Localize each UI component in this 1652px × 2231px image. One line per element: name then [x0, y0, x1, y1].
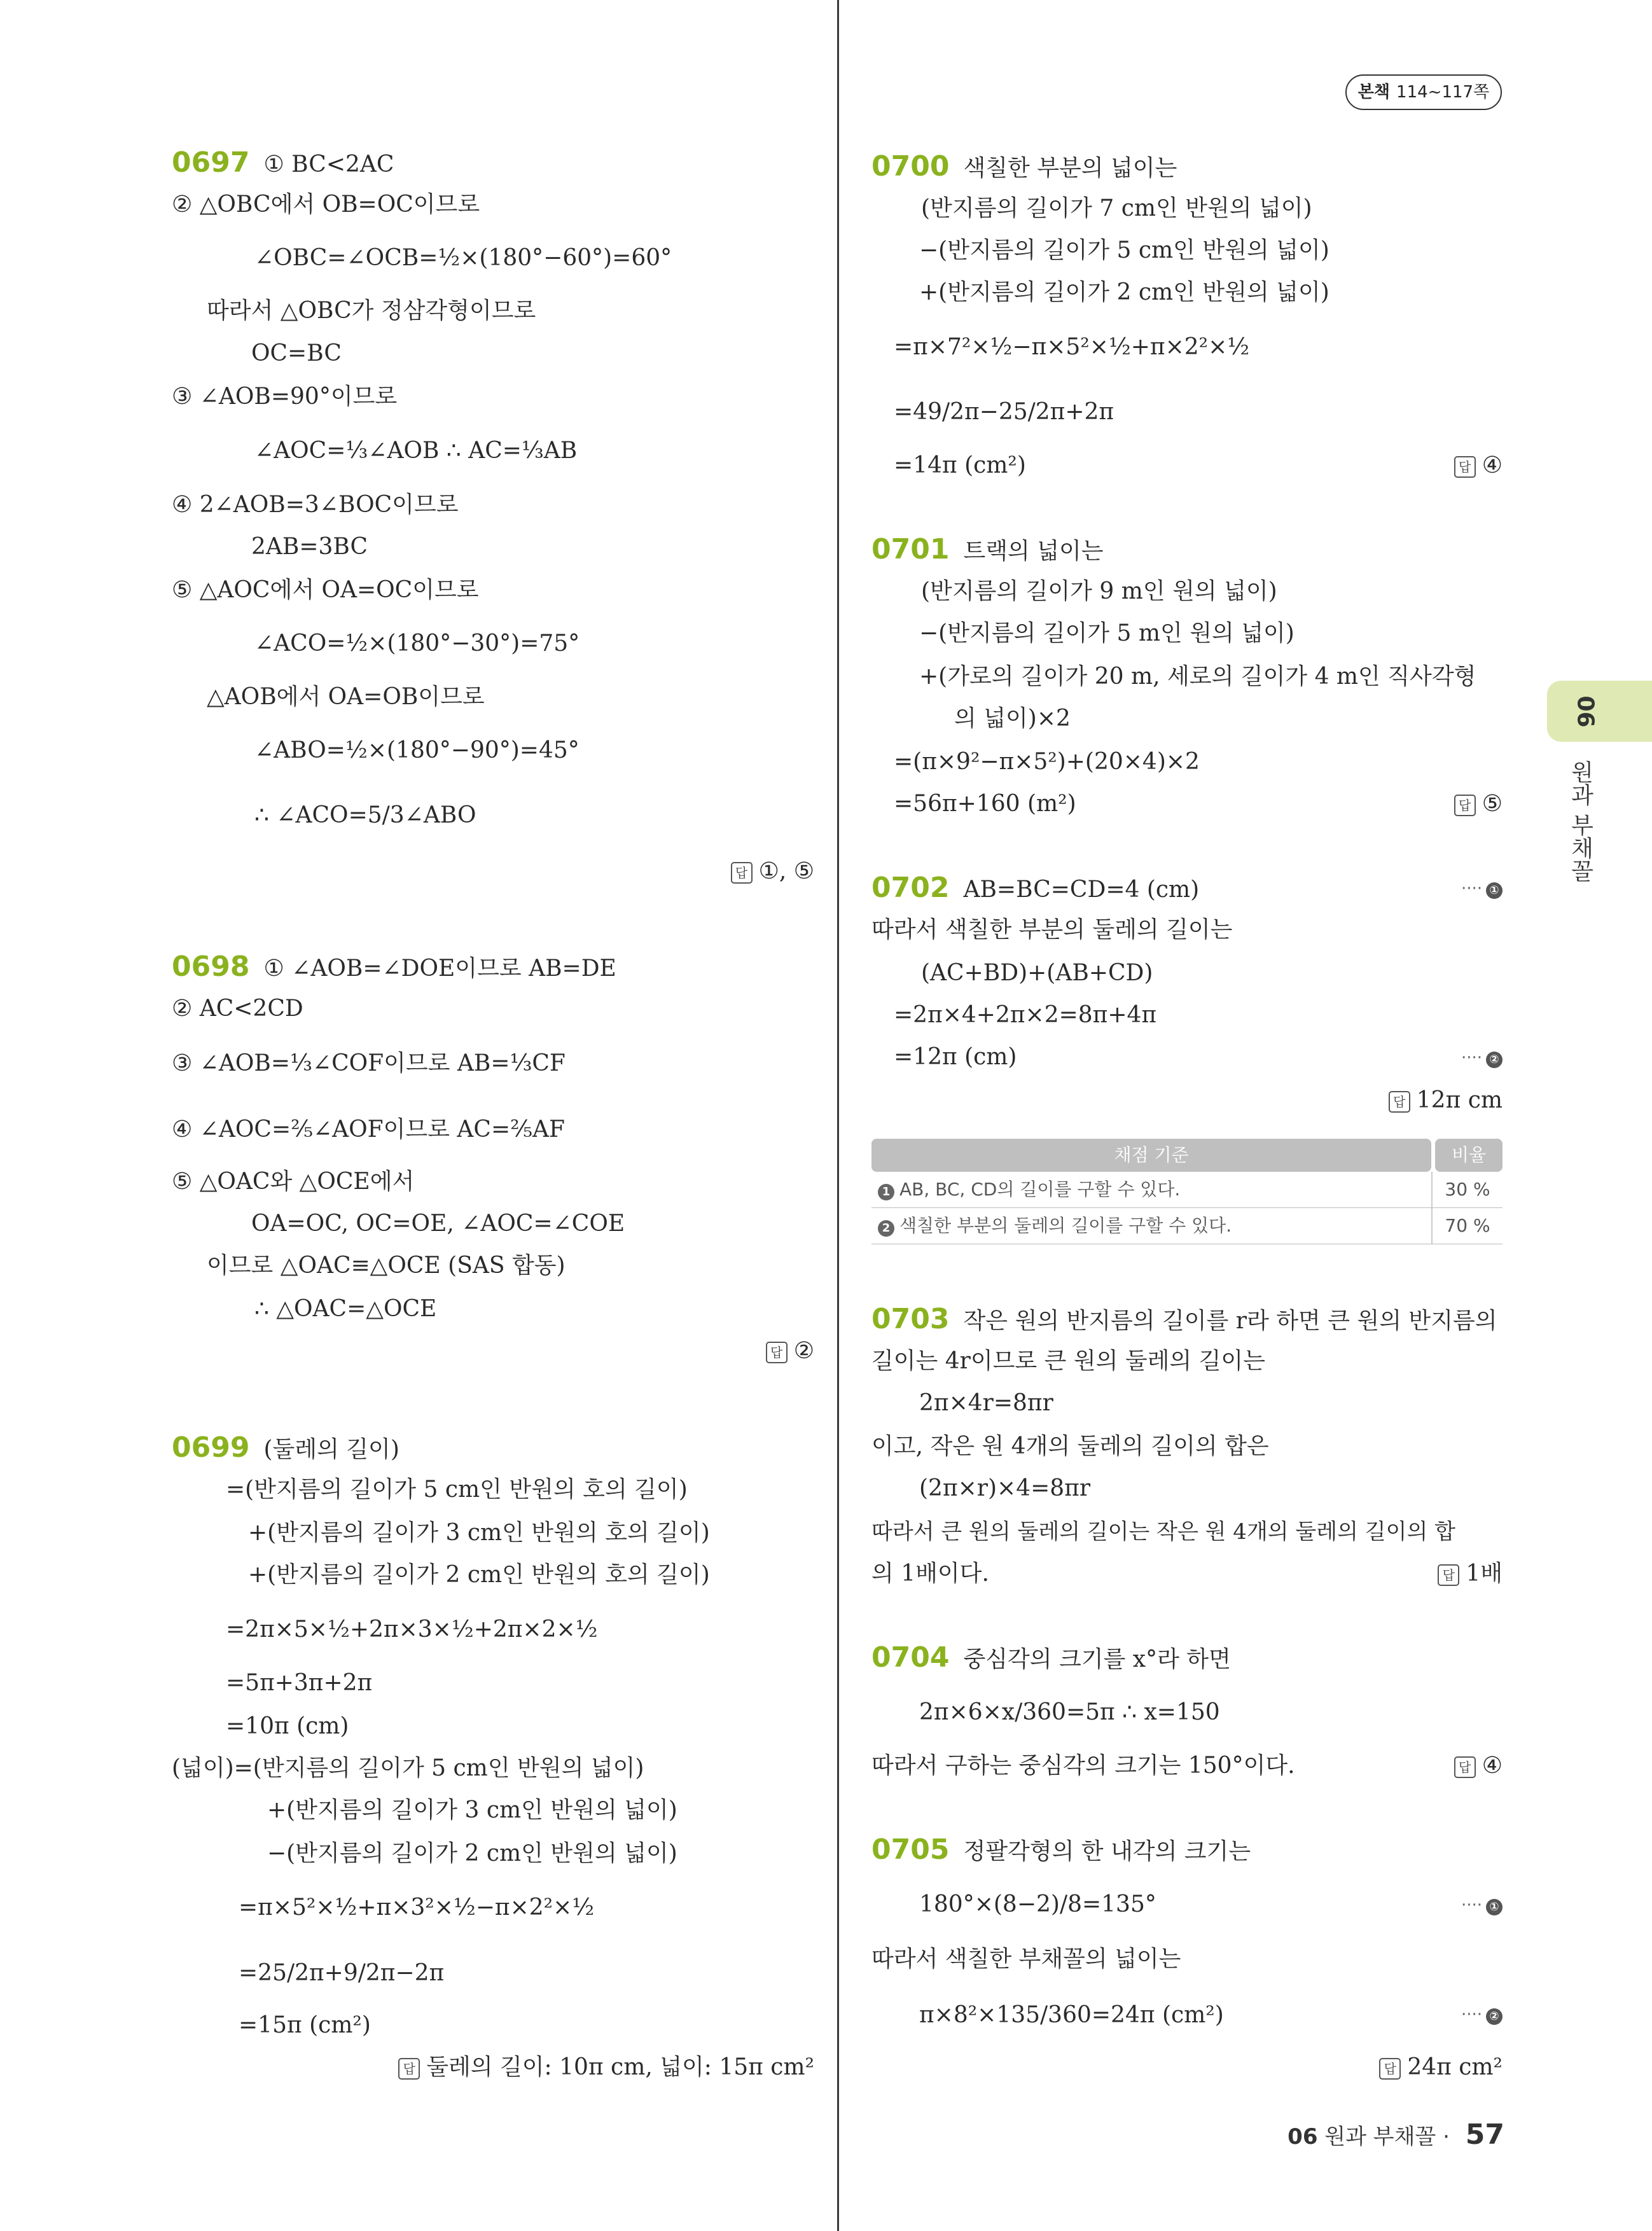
problem-0699-line-13: =15π (cm²)	[239, 2012, 371, 2038]
problem-0701-line-3: −(반지름의 길이가 5 m인 원의 넓이)	[919, 620, 1295, 646]
problem-0703-line-4: 이고, 작은 원 4개의 둘레의 길이의 합은	[871, 1433, 1269, 1459]
problem-0702-answer: 답 12π cm	[1389, 1085, 1503, 1116]
problem-0700-line-7: =14π (cm²)	[894, 452, 1026, 478]
problem-0697-line-13: ∠ABO=½×(180°−90°)=45°	[254, 737, 580, 763]
step-marker-1: ···· ①	[1461, 879, 1503, 899]
problem-0702-line-3: (AC+BD)+(AB+CD)	[921, 960, 1153, 986]
chapter-tab-title: 원과 부채꼴	[1567, 760, 1593, 882]
problem-0702-line-2: 따라서 색칠한 부분의 둘레의 길이는	[871, 917, 1233, 943]
problem-0697-line-1: 0697 ① BC<2AC	[172, 146, 394, 179]
problem-0699-line-9: +(반지름의 길이가 3 cm인 반원의 넓이)	[267, 1797, 677, 1823]
problem-0701-line-4: +(가로의 길이가 20 m, 세로의 길이가 4 m인 직사각형	[919, 664, 1476, 690]
problem-0697-line-2: ② △OBC에서 OB=OC이므로	[172, 191, 480, 218]
problem-0697-line-3: ∠OBC=∠OCB=½×(180°−60°)=60°	[254, 245, 672, 271]
step-marker-2: ···· ②	[1461, 2005, 1503, 2025]
problem-0703-line-5: (2π×r)×4=8πr	[919, 1475, 1091, 1501]
problem-0697-line-11: ∠ACO=½×(180°−30°)=75°	[254, 630, 580, 657]
problem-0699-line-2: =(반지름의 길이가 5 cm인 반원의 호의 길이)	[226, 1477, 688, 1503]
grading-header-criteria: 채점 기준	[871, 1139, 1431, 1172]
problem-0700-answer: 답 ④	[1454, 450, 1503, 481]
problem-0704-line-1: 0704 중심각의 크기를 x°라 하면	[871, 1641, 1231, 1674]
step-marker-1: ···· ①	[1461, 1896, 1503, 1915]
problem-0705-line-2: 180°×(8−2)/8=135°	[919, 1891, 1156, 1917]
problem-0705-answer: 답 24π cm²	[1379, 2052, 1503, 2083]
problem-0704-line-3: 따라서 구하는 중심각의 크기는 150°이다.	[871, 1753, 1295, 1779]
problem-0700-line-1: 0700 색칠한 부분의 넓이는	[871, 150, 1177, 183]
grading-header	[871, 1139, 1503, 1172]
problem-0698-line-5: ⑤ △OAC와 △OCE에서	[172, 1169, 415, 1195]
problem-0699-answer: 답 둘레의 길이: 10π cm, 넓이: 15π cm²	[398, 2052, 814, 2083]
problem-0697-line-12: △AOB에서 OA=OB이므로	[207, 684, 485, 710]
page-footer: 06 원과 부채꼴 · 57	[1288, 2118, 1504, 2151]
problem-0698-answer: 답 ②	[766, 1336, 814, 1366]
problem-0703-answer: 답 1배	[1438, 1559, 1503, 1589]
problem-0697-line-14: ∴ ∠ACO=5/3∠ABO	[254, 802, 476, 828]
problem-0703-line-6: 따라서 큰 원의 둘레의 길이는 작은 원 4개의 둘레의 길이의 합	[871, 1519, 1455, 1545]
problem-0701-line-6: =(π×9²−π×5²)+(20×4)×2	[894, 749, 1200, 775]
problem-0699-line-7: =10π (cm)	[226, 1713, 349, 1739]
problem-0698-line-8: ∴ △OAC=△OCE	[254, 1296, 437, 1322]
problem-0699-line-11: =π×5²×½+π×3²×½−π×2²×½	[239, 1894, 595, 1921]
problem-0701-line-2: (반지름의 길이가 9 m인 원의 넓이)	[921, 578, 1277, 604]
problem-0702-line-5: =12π (cm)	[894, 1044, 1017, 1070]
left-column	[172, 0, 814, 2163]
problem-0700-line-2: (반지름의 길이가 7 cm인 반원의 넓이)	[921, 195, 1312, 221]
page-range-badge: 본책 114~117쪽	[1345, 74, 1502, 110]
problem-0699-line-6: =5π+3π+2π	[226, 1670, 373, 1696]
problem-0700-line-4: +(반지름의 길이가 2 cm인 반원의 넓이)	[919, 279, 1329, 305]
problem-0697-line-9: 2AB=3BC	[251, 534, 368, 560]
grading-header-ratio: 비율	[1435, 1139, 1503, 1172]
problem-0699-line-1: 0699 (둘레의 길이)	[172, 1431, 399, 1464]
problem-0702-line-4: =2π×4+2π×2=8π+4π	[894, 1002, 1157, 1028]
problem-0698-line-6: OA=OC, OC=OE, ∠AOC=∠COE	[251, 1211, 625, 1237]
problem-0700-line-5: =π×7²×½−π×5²×½+π×2²×½	[894, 334, 1250, 360]
problem-0701-line-5: 의 넓이)×2	[954, 705, 1071, 732]
problem-0699-line-12: =25/2π+9/2π−2π	[239, 1960, 445, 1986]
problem-0698-line-2: ② AC<2CD	[172, 996, 303, 1022]
right-column	[871, 0, 1503, 2163]
step-marker-2: ···· ②	[1461, 1048, 1503, 1068]
grading-table	[871, 1139, 1503, 1244]
problem-0699-line-10: −(반지름의 길이가 2 cm인 반원의 넓이)	[267, 1840, 677, 1866]
problem-0697-line-5: OC=BC	[251, 340, 342, 366]
problem-0705-line-3: 따라서 색칠한 부채꼴의 넓이는	[871, 1946, 1181, 1972]
problem-0701-line-1: 0701 트랙의 넓이는	[871, 533, 1104, 566]
problem-0697-line-6: ③ ∠AOB=90°이므로	[172, 384, 398, 410]
problem-0701-line-7: =56π+160 (m²)	[894, 791, 1076, 817]
problem-0697-line-10: ⑤ △AOC에서 OA=OC이므로	[172, 577, 479, 603]
problem-0702-line-1: 0702 AB=BC=CD=4 (cm)	[871, 872, 1200, 904]
problem-0697-answer: 답 ①, ⑤	[731, 856, 814, 887]
problem-0703-line-7: 의 1배이다.	[871, 1560, 989, 1587]
grading-row: 1 AB, BC, CD의 길이를 구할 수 있다. 30 %	[871, 1172, 1503, 1208]
problem-0700-line-6: =49/2π−25/2π+2π	[894, 399, 1114, 425]
problem-0699-line-3: +(반지름의 길이가 3 cm인 반원의 호의 길이)	[248, 1520, 710, 1546]
problem-0705-line-4: π×8²×135/360=24π (cm²)	[919, 2002, 1224, 2028]
problem-0698-line-1: 0698 ① ∠AOB=∠DOE이므로 AB=DE	[172, 950, 616, 983]
problem-0698-line-3: ③ ∠AOB=⅓∠COF이므로 AB=⅓CF	[172, 1050, 566, 1076]
column-divider	[837, 0, 839, 2231]
problem-0699-line-4: +(반지름의 길이가 2 cm인 반원의 호의 길이)	[248, 1562, 710, 1588]
problem-0699-line-8: (넓이)=(반지름의 길이가 5 cm인 반원의 넓이)	[172, 1755, 644, 1781]
grading-row: 2 색칠한 부분의 둘레의 길이를 구할 수 있다. 70 %	[871, 1208, 1503, 1244]
problem-0697-line-4: 따라서 △OBC가 정삼각형이므로	[207, 298, 536, 324]
problem-0704-line-2: 2π×6×x/360=5π ∴ x=150	[919, 1699, 1220, 1725]
problem-0703-line-2: 길이는 4r이므로 큰 원의 둘레의 길이는	[871, 1348, 1265, 1374]
chapter-tab[interactable]: 06	[1547, 681, 1652, 742]
problem-0700-line-3: −(반지름의 길이가 5 cm인 반원의 넓이)	[919, 237, 1329, 263]
problem-0697-line-8: ④ 2∠AOB=3∠BOC이므로	[172, 492, 459, 518]
problem-0698-line-7: 이므로 △OAC≡△OCE (SAS 합동)	[207, 1253, 566, 1279]
problem-0698-line-4: ④ ∠AOC=⅖∠AOF이므로 AC=⅖AF	[172, 1116, 565, 1143]
problem-0697-line-7: ∠AOC=⅓∠AOB ∴ AC=⅓AB	[254, 438, 578, 464]
problem-0701-answer: 답 ⑤	[1454, 789, 1503, 819]
problem-0703-line-1: 0703 작은 원의 반지름의 길이를 r라 하면 큰 원의 반지름의	[871, 1303, 1497, 1335]
problem-0703-line-3: 2π×4r=8πr	[919, 1390, 1053, 1416]
problem-0699-line-5: =2π×5×½+2π×3×½+2π×2×½	[226, 1616, 598, 1643]
problem-0704-answer: 답 ④	[1454, 1751, 1503, 1781]
problem-0705-line-1: 0705 정팔각형의 한 내각의 크기는	[871, 1833, 1251, 1866]
